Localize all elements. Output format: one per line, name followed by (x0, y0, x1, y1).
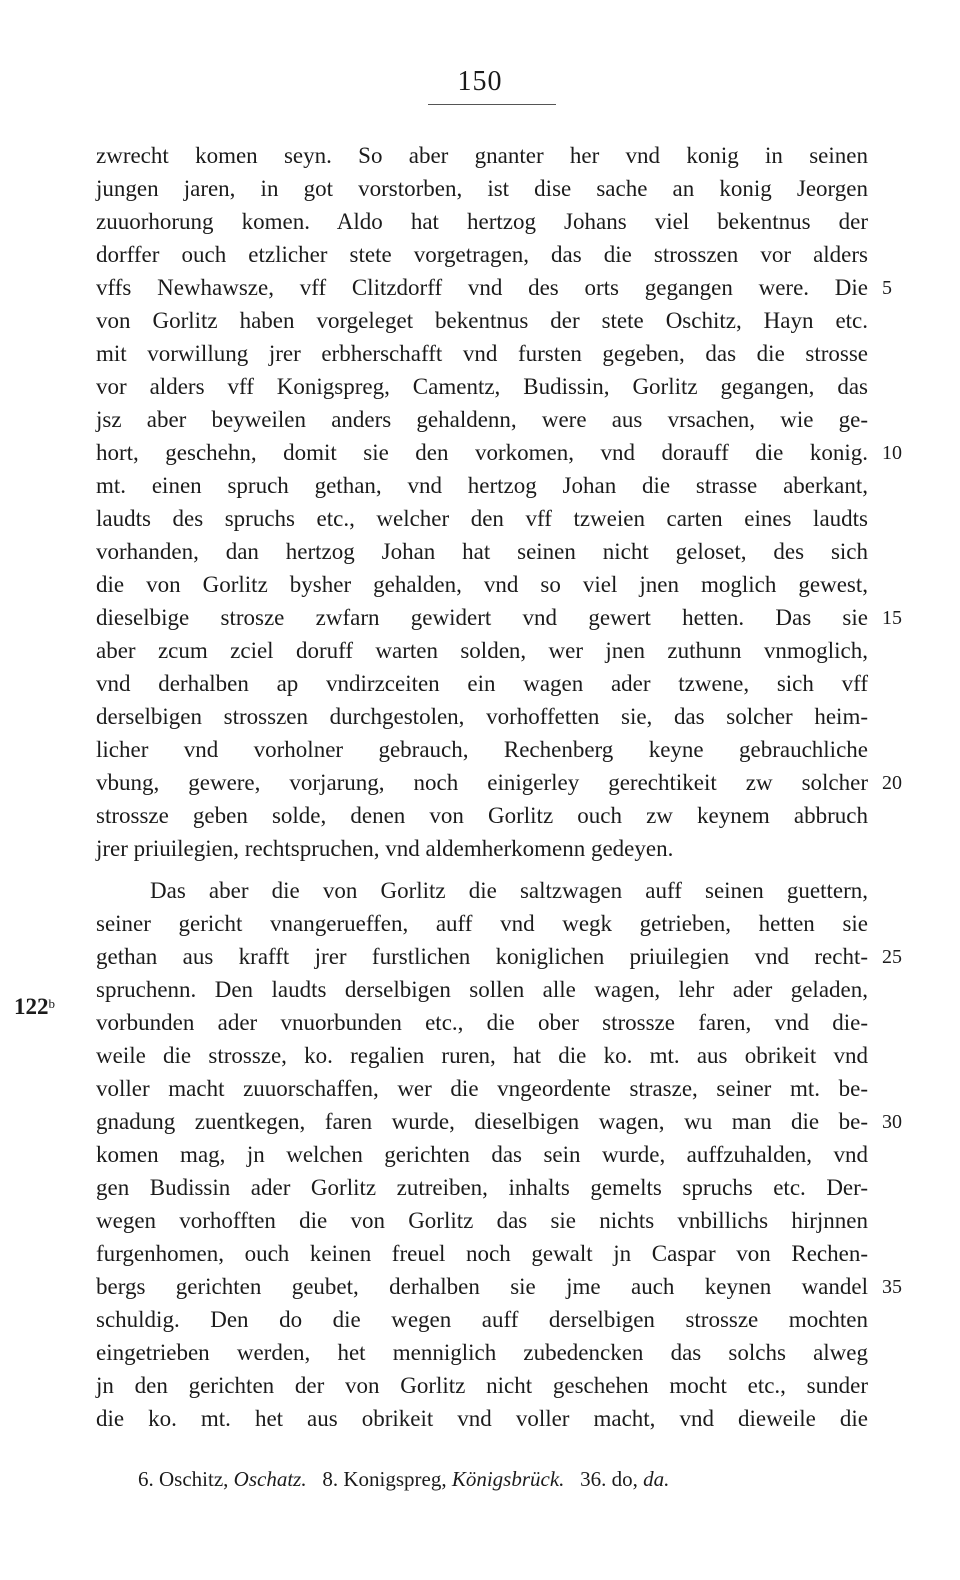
footnote-36-gloss: da. (643, 1467, 670, 1491)
text-line: die von Gorlitz bysher gehalden, vnd so viel jnen moglich gewest, (96, 572, 868, 597)
text-line: hort, geschehn, domit sie den vorkomen, vnd dorauff die konig. (96, 440, 868, 465)
footnote-8-gloss: Königsbrück. (451, 1467, 565, 1491)
text-line: strossze geben solde, denen von Gorlitz ouch zw keynem abbruch (96, 803, 868, 828)
page-number: 150 (457, 66, 503, 97)
text-line: gen Budissin ader Gorlitz zutreiben, inhalts gemelts spruchs etc. Der- (96, 1175, 868, 1200)
margin-folio-number: 122 (14, 994, 49, 1019)
text-line: dieselbige strosze zwfarn gewidert vnd gewert hetten. Das sie (96, 605, 868, 630)
line-number: 5 (882, 277, 892, 299)
text-line: vbung, gewere, vorjarung, noch einigerley gerechtikeit zw solcher (96, 770, 868, 795)
line-number: 20 (882, 772, 902, 794)
text-line: wegen vorhofften die von Gorlitz das sie nichts vnbillichs hirjnnen (96, 1208, 868, 1233)
text-line: seiner gericht vnangerueffen, auff vnd wegk getrieben, hetten sie (96, 911, 868, 936)
margin-folio-side: b (48, 996, 55, 1011)
line-number: 10 (882, 442, 902, 464)
text-line: derselbigen strosszen durchgestolen, vorhoffetten sie, das solcher heim- (96, 704, 868, 729)
line-number: 15 (882, 607, 902, 629)
footnotes (138, 1463, 878, 1495)
footnote-6-gloss: Oschatz. (233, 1467, 307, 1491)
text-line: zwrecht komen seyn. So aber gnanter her vnd konig in seinen (96, 143, 868, 168)
text-line: laudts des spruchs etc., welcher den vff tzweien carten eines laudts (96, 506, 868, 531)
text-line: zuuorhorung komen. Aldo hat hertzog Johans viel bekentnus der (96, 209, 868, 234)
text-line: vorbunden ader vnuorbunden etc., die ober strossze faren, vnd die- (96, 1010, 868, 1035)
text-line: vorhanden, dan hertzog Johan hat seinen nicht geloset, des sich (96, 539, 868, 564)
text-line: bergs gerichten geubet, derhalben sie jme auch keynen wandel (96, 1274, 868, 1299)
text-line: mit vorwillung jrer erbherschafft vnd fursten gegeben, das die strosse (96, 341, 868, 366)
header-rule (428, 104, 556, 105)
text-line: aber zcum zciel doruff warten solden, wer jnen zuthunn vnmoglich, (96, 638, 868, 663)
footnote-8-label: 8. Konigspreg, (322, 1467, 447, 1491)
text-line: Das aber die von Gorlitz die saltzwagen auff seinen guettern, (150, 878, 868, 903)
text-line: vffs Newhawsze, vff Clitzdorff vnd des orts gegangen were. Die (96, 275, 868, 300)
text-line: jn den gerichten der von Gorlitz nicht geschehen mocht etc., sunder (96, 1373, 868, 1398)
text-line: spruchenn. Den laudts derselbigen sollen alle wagen, lehr ader geladen, (96, 977, 868, 1002)
text-line: furgenhomen, ouch keinen freuel noch gewalt jn Caspar von Rechen- (96, 1241, 868, 1266)
text-line: gethan aus krafft jrer furstlichen koniglichen priuilegien vnd recht- (96, 944, 868, 969)
text-line: vor alders vff Konigspreg, Camentz, Budissin, Gorlitz gegangen, das (96, 374, 868, 399)
text-line: eingetrieben werden, het menniglich zubedencken das solchs alweg (96, 1340, 868, 1365)
text-line: jsz aber beyweilen anders gehaldenn, were aus vrsachen, wie ge- (96, 407, 868, 432)
text-line: komen mag, jn welchen gerichten das sein wurde, auffzuhalden, vnd (96, 1142, 868, 1167)
text-line: mt. einen spruch gethan, vnd hertzog Johan die strasse aberkant, (96, 473, 868, 498)
text-line: schuldig. Den do die wegen auff derselbigen strossze mochten (96, 1307, 868, 1332)
text-line: die ko. mt. het aus obrikeit vnd voller macht, vnd dieweile die (96, 1406, 868, 1431)
footnote-36-label: 36. do, (580, 1467, 638, 1491)
line-number: 25 (882, 946, 902, 968)
text-line: gnadung zuentkegen, faren wurde, dieselbigen wagen, wu man die be- (96, 1109, 868, 1134)
text-line: jungen jaren, in got vorstorben, ist dise sache an konig Jeorgen (96, 176, 868, 201)
line-number: 30 (882, 1111, 902, 1133)
text-line: vnd derhalben ap vndirzceiten ein wagen ader tzwene, sich vff (96, 671, 868, 696)
margin-folio-reference (14, 988, 94, 1020)
text-line: licher vnd vorholner gebrauch, Rechenberg keyne gebrauchliche (96, 737, 868, 762)
text-line: voller macht zuuorschaffen, wer die vngeordente strasze, seiner mt. be- (96, 1076, 868, 1101)
footnote-6-label: 6. Oschitz, (138, 1467, 229, 1491)
text-line: weile die strossze, ko. regalien ruren, hat die ko. mt. aus obrikeit vnd (96, 1043, 868, 1068)
line-number: 35 (882, 1276, 902, 1298)
text-line: dorffer ouch etzlicher stete vorgetragen, das die strosszen vor alders (96, 242, 868, 267)
text-line: von Gorlitz haben vorgeleget bekentnus der stete Oschitz, Hayn etc. (96, 308, 868, 333)
text-line: jrer priuilegien, rechtspruchen, vnd aldemherkomenn gedeyen. (96, 836, 674, 861)
